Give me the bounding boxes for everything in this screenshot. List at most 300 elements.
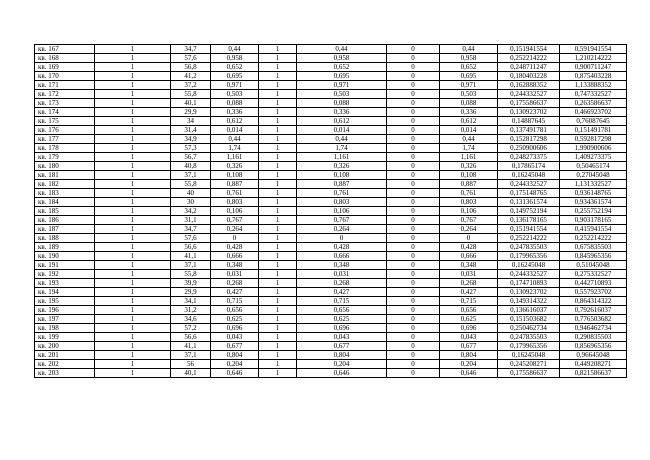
apartment-cell: кв. 177 — [35, 135, 95, 144]
factor-cell: 1 — [259, 279, 297, 288]
amount-cell: 0,44 — [297, 135, 387, 144]
factor-cell: 1 — [259, 180, 297, 189]
share-cell: 0,136616037 — [498, 306, 560, 315]
table-row — [35, 144, 627, 153]
apartment-cell: кв. 167 — [35, 45, 95, 54]
area-cell: 37,1 — [171, 261, 211, 270]
total-cell: 0,677 — [440, 342, 498, 351]
area-cell: 31,1 — [171, 216, 211, 225]
area-cell: 34,7 — [171, 45, 211, 54]
table-row — [35, 216, 627, 225]
apartment-cell: кв. 190 — [35, 252, 95, 261]
amount-cell: 0,44 — [297, 45, 387, 54]
total-cell: 0,612 — [440, 117, 498, 126]
apartment-cell: кв. 180 — [35, 162, 95, 171]
zero-cell: 0 — [387, 333, 440, 342]
table-row — [35, 54, 627, 63]
count-cell: 1 — [95, 189, 171, 198]
total-cell: 0,268 — [440, 279, 498, 288]
value-cell: 0,887 — [211, 180, 259, 189]
factor-cell: 1 — [259, 81, 297, 90]
total-cell: 0,44 — [440, 135, 498, 144]
value-cell: 0,264 — [211, 225, 259, 234]
factor-cell: 1 — [259, 261, 297, 270]
share-cell: 0,16245048 — [498, 351, 560, 360]
zero-cell: 0 — [387, 360, 440, 369]
value-cell: 0,625 — [211, 315, 259, 324]
count-cell: 1 — [95, 252, 171, 261]
table-row — [35, 279, 627, 288]
zero-cell: 0 — [387, 72, 440, 81]
factor-cell: 1 — [259, 99, 297, 108]
apartment-cell: кв. 201 — [35, 351, 95, 360]
value-cell: 0,088 — [211, 99, 259, 108]
sum-cell: 0,151491781 — [560, 126, 627, 135]
zero-cell: 0 — [387, 225, 440, 234]
area-cell: 56,8 — [171, 63, 211, 72]
table-row — [35, 324, 627, 333]
share-cell: 0,252214222 — [498, 234, 560, 243]
total-cell: 0,804 — [440, 351, 498, 360]
sum-cell: 0,557923702 — [560, 288, 627, 297]
sum-cell: 0,936148765 — [560, 189, 627, 198]
share-cell: 0,175586637 — [498, 369, 560, 378]
factor-cell: 1 — [259, 342, 297, 351]
amount-cell: 0,696 — [297, 324, 387, 333]
amount-cell: 0 — [297, 234, 387, 243]
sum-cell: 0,96645048 — [560, 351, 627, 360]
share-cell: 0,131361574 — [498, 198, 560, 207]
amount-cell: 0,958 — [297, 54, 387, 63]
apartment-cell: кв. 192 — [35, 270, 95, 279]
sum-cell: 0,50465174 — [560, 162, 627, 171]
factor-cell: 1 — [259, 126, 297, 135]
factor-cell: 1 — [259, 54, 297, 63]
share-cell: 0,137491781 — [498, 126, 560, 135]
area-cell: 29,9 — [171, 288, 211, 297]
total-cell: 0,646 — [440, 369, 498, 378]
amount-cell: 0,666 — [297, 252, 387, 261]
area-cell: 40,8 — [171, 162, 211, 171]
apartment-cell: кв. 171 — [35, 81, 95, 90]
count-cell: 1 — [95, 153, 171, 162]
count-cell: 1 — [95, 234, 171, 243]
apartment-cell: кв. 185 — [35, 207, 95, 216]
area-cell: 57,2 — [171, 324, 211, 333]
amount-cell: 0,268 — [297, 279, 387, 288]
share-cell: 0,130923702 — [498, 288, 560, 297]
sum-cell: 0,51045048 — [560, 261, 627, 270]
share-cell: 0,175586637 — [498, 99, 560, 108]
amount-cell: 0,804 — [297, 351, 387, 360]
factor-cell: 1 — [259, 171, 297, 180]
value-cell: 0,803 — [211, 198, 259, 207]
sum-cell: 0,747332527 — [560, 90, 627, 99]
zero-cell: 0 — [387, 207, 440, 216]
table-row — [35, 45, 627, 54]
sum-cell: 0,27045048 — [560, 171, 627, 180]
total-cell: 0,428 — [440, 243, 498, 252]
zero-cell: 0 — [387, 153, 440, 162]
table-row — [35, 72, 627, 81]
table-row — [35, 225, 627, 234]
amount-cell: 0,204 — [297, 360, 387, 369]
value-cell: 0,958 — [211, 54, 259, 63]
sum-cell: 0,946462734 — [560, 324, 627, 333]
apartment-cell: кв. 168 — [35, 54, 95, 63]
count-cell: 1 — [95, 225, 171, 234]
zero-cell: 0 — [387, 342, 440, 351]
sum-cell: 0,415941554 — [560, 225, 627, 234]
share-cell: 0,151503682 — [498, 315, 560, 324]
count-cell: 1 — [95, 261, 171, 270]
sum-cell: 0,934361574 — [560, 198, 627, 207]
count-cell: 1 — [95, 63, 171, 72]
sum-cell: 1,409273375 — [560, 153, 627, 162]
total-cell: 0,625 — [440, 315, 498, 324]
factor-cell: 1 — [259, 162, 297, 171]
count-cell: 1 — [95, 45, 171, 54]
factor-cell: 1 — [259, 225, 297, 234]
table-row — [35, 189, 627, 198]
count-cell: 1 — [95, 216, 171, 225]
value-cell: 1,161 — [211, 153, 259, 162]
factor-cell: 1 — [259, 135, 297, 144]
table-row — [35, 171, 627, 180]
apartment-cell: кв. 197 — [35, 315, 95, 324]
total-cell: 1,161 — [440, 153, 498, 162]
amount-cell: 0,503 — [297, 90, 387, 99]
table-row — [35, 117, 627, 126]
value-cell: 0,666 — [211, 252, 259, 261]
share-cell: 0,130923702 — [498, 108, 560, 117]
count-cell: 1 — [95, 144, 171, 153]
zero-cell: 0 — [387, 162, 440, 171]
zero-cell: 0 — [387, 81, 440, 90]
value-cell: 0,348 — [211, 261, 259, 270]
amount-cell: 0,336 — [297, 108, 387, 117]
factor-cell: 1 — [259, 234, 297, 243]
count-cell: 1 — [95, 117, 171, 126]
area-cell: 40 — [171, 189, 211, 198]
share-cell: 0,14887645 — [498, 117, 560, 126]
apartment-cell: кв. 183 — [35, 189, 95, 198]
area-cell: 30 — [171, 198, 211, 207]
sum-cell: 0,255752194 — [560, 207, 627, 216]
area-cell: 31,4 — [171, 126, 211, 135]
total-cell: 0,958 — [440, 54, 498, 63]
share-cell: 0,248711247 — [498, 63, 560, 72]
value-cell: 0,612 — [211, 117, 259, 126]
total-cell: 0,204 — [440, 360, 498, 369]
sum-cell: 1,133888352 — [560, 81, 627, 90]
factor-cell: 1 — [259, 45, 297, 54]
sum-cell: 1,990900606 — [560, 144, 627, 153]
factor-cell: 1 — [259, 216, 297, 225]
area-cell: 57,6 — [171, 54, 211, 63]
sum-cell: 0,900711247 — [560, 63, 627, 72]
share-cell: 0,162888352 — [498, 81, 560, 90]
share-cell: 0,244332527 — [498, 180, 560, 189]
area-cell: 37,2 — [171, 81, 211, 90]
table-row — [35, 369, 627, 378]
amount-cell: 0,326 — [297, 162, 387, 171]
apartment-cell: кв. 187 — [35, 225, 95, 234]
factor-cell: 1 — [259, 144, 297, 153]
table-row — [35, 261, 627, 270]
total-cell: 0,326 — [440, 162, 498, 171]
amount-cell: 0,625 — [297, 315, 387, 324]
count-cell: 1 — [95, 171, 171, 180]
total-cell: 0,336 — [440, 108, 498, 117]
area-cell: 41,2 — [171, 72, 211, 81]
value-cell: 0,014 — [211, 126, 259, 135]
zero-cell: 0 — [387, 351, 440, 360]
apartment-cell: кв. 174 — [35, 108, 95, 117]
sum-cell: 0,592817298 — [560, 135, 627, 144]
factor-cell: 1 — [259, 207, 297, 216]
table-row — [35, 198, 627, 207]
factor-cell: 1 — [259, 270, 297, 279]
apartment-cell: кв. 172 — [35, 90, 95, 99]
area-cell: 37,1 — [171, 171, 211, 180]
share-cell: 0,247835503 — [498, 243, 560, 252]
zero-cell: 0 — [387, 90, 440, 99]
zero-cell: 0 — [387, 252, 440, 261]
count-cell: 1 — [95, 180, 171, 189]
amount-cell: 0,761 — [297, 189, 387, 198]
sum-cell: 0,845965356 — [560, 252, 627, 261]
amount-cell: 0,646 — [297, 369, 387, 378]
zero-cell: 0 — [387, 306, 440, 315]
share-cell: 0,17865174 — [498, 162, 560, 171]
sum-cell: 0,263586637 — [560, 99, 627, 108]
factor-cell: 1 — [259, 198, 297, 207]
value-cell: 0,695 — [211, 72, 259, 81]
area-cell: 41,1 — [171, 252, 211, 261]
total-cell: 0,014 — [440, 126, 498, 135]
area-cell: 57,3 — [171, 144, 211, 153]
apartment-cell: кв. 188 — [35, 234, 95, 243]
share-cell: 0,244332527 — [498, 270, 560, 279]
area-cell: 40,1 — [171, 99, 211, 108]
value-cell: 0,503 — [211, 90, 259, 99]
zero-cell: 0 — [387, 54, 440, 63]
total-cell: 0,348 — [440, 261, 498, 270]
zero-cell: 0 — [387, 234, 440, 243]
factor-cell: 1 — [259, 333, 297, 342]
zero-cell: 0 — [387, 288, 440, 297]
apartment-data-table — [34, 44, 627, 378]
table-row — [35, 126, 627, 135]
amount-cell: 0,803 — [297, 198, 387, 207]
apartment-cell: кв. 195 — [35, 297, 95, 306]
table-row — [35, 270, 627, 279]
amount-cell: 0,887 — [297, 180, 387, 189]
area-cell: 37,1 — [171, 351, 211, 360]
value-cell: 0 — [211, 234, 259, 243]
amount-cell: 1,161 — [297, 153, 387, 162]
share-cell: 0,252214222 — [498, 54, 560, 63]
share-cell: 0,175148765 — [498, 189, 560, 198]
factor-cell: 1 — [259, 252, 297, 261]
table-row — [35, 207, 627, 216]
zero-cell: 0 — [387, 270, 440, 279]
area-cell: 29,9 — [171, 108, 211, 117]
factor-cell: 1 — [259, 72, 297, 81]
share-cell: 0,179965356 — [498, 342, 560, 351]
table-row — [35, 135, 627, 144]
value-cell: 0,761 — [211, 189, 259, 198]
amount-cell: 0,428 — [297, 243, 387, 252]
apartment-cell: кв. 199 — [35, 333, 95, 342]
apartment-cell: кв. 189 — [35, 243, 95, 252]
area-cell: 34,6 — [171, 315, 211, 324]
share-cell: 0,149752194 — [498, 207, 560, 216]
value-cell: 0,106 — [211, 207, 259, 216]
apartment-cell: кв. 181 — [35, 171, 95, 180]
apartment-cell: кв. 173 — [35, 99, 95, 108]
sum-cell: 0,675835503 — [560, 243, 627, 252]
amount-cell: 0,427 — [297, 288, 387, 297]
table-row — [35, 81, 627, 90]
total-cell: 0,264 — [440, 225, 498, 234]
share-cell: 0,151941554 — [498, 225, 560, 234]
zero-cell: 0 — [387, 126, 440, 135]
area-cell: 34,7 — [171, 225, 211, 234]
total-cell: 0,695 — [440, 72, 498, 81]
total-cell: 0,715 — [440, 297, 498, 306]
value-cell: 0,652 — [211, 63, 259, 72]
value-cell: 0,767 — [211, 216, 259, 225]
zero-cell: 0 — [387, 243, 440, 252]
share-cell: 0,250900606 — [498, 144, 560, 153]
share-cell: 0,174710893 — [498, 279, 560, 288]
area-cell: 40,1 — [171, 369, 211, 378]
zero-cell: 0 — [387, 261, 440, 270]
zero-cell: 0 — [387, 117, 440, 126]
total-cell: 0,656 — [440, 306, 498, 315]
value-cell: 0,043 — [211, 333, 259, 342]
value-cell: 0,108 — [211, 171, 259, 180]
table-row — [35, 108, 627, 117]
table-row — [35, 90, 627, 99]
table-row — [35, 234, 627, 243]
factor-cell: 1 — [259, 243, 297, 252]
factor-cell: 1 — [259, 324, 297, 333]
zero-cell: 0 — [387, 279, 440, 288]
zero-cell: 0 — [387, 189, 440, 198]
sum-cell: 1,131332527 — [560, 180, 627, 189]
value-cell: 0,677 — [211, 342, 259, 351]
zero-cell: 0 — [387, 108, 440, 117]
zero-cell: 0 — [387, 45, 440, 54]
amount-cell: 0,612 — [297, 117, 387, 126]
value-cell: 0,971 — [211, 81, 259, 90]
area-cell: 34,9 — [171, 135, 211, 144]
share-cell: 0,250462734 — [498, 324, 560, 333]
table-row — [35, 180, 627, 189]
area-cell: 55,8 — [171, 270, 211, 279]
apartment-cell: кв. 184 — [35, 198, 95, 207]
count-cell: 1 — [95, 90, 171, 99]
apartment-cell: кв. 198 — [35, 324, 95, 333]
zero-cell: 0 — [387, 315, 440, 324]
sum-cell: 0,252214222 — [560, 234, 627, 243]
area-cell: 56,6 — [171, 243, 211, 252]
amount-cell: 0,677 — [297, 342, 387, 351]
value-cell: 0,326 — [211, 162, 259, 171]
count-cell: 1 — [95, 288, 171, 297]
table-row — [35, 243, 627, 252]
sum-cell: 0,290835503 — [560, 333, 627, 342]
zero-cell: 0 — [387, 324, 440, 333]
count-cell: 1 — [95, 54, 171, 63]
sum-cell: 0,792616037 — [560, 306, 627, 315]
count-cell: 1 — [95, 297, 171, 306]
sum-cell: 0,442710893 — [560, 279, 627, 288]
table-row — [35, 333, 627, 342]
factor-cell: 1 — [259, 315, 297, 324]
apartment-cell: кв. 178 — [35, 144, 95, 153]
share-cell: 0,244332527 — [498, 90, 560, 99]
amount-cell: 0,264 — [297, 225, 387, 234]
sum-cell: 0,856965356 — [560, 342, 627, 351]
apartment-cell: кв. 182 — [35, 180, 95, 189]
table-row — [35, 162, 627, 171]
zero-cell: 0 — [387, 198, 440, 207]
area-cell: 56 — [171, 360, 211, 369]
apartment-cell: кв. 169 — [35, 63, 95, 72]
amount-cell: 0,031 — [297, 270, 387, 279]
amount-cell: 0,088 — [297, 99, 387, 108]
area-cell: 55,8 — [171, 90, 211, 99]
table-row — [35, 315, 627, 324]
count-cell: 1 — [95, 198, 171, 207]
factor-cell: 1 — [259, 369, 297, 378]
count-cell: 1 — [95, 81, 171, 90]
count-cell: 1 — [95, 243, 171, 252]
total-cell: 0,652 — [440, 63, 498, 72]
count-cell: 1 — [95, 279, 171, 288]
share-cell: 0,151941554 — [498, 45, 560, 54]
count-cell: 1 — [95, 162, 171, 171]
area-cell: 39,9 — [171, 279, 211, 288]
amount-cell: 0,695 — [297, 72, 387, 81]
sum-cell: 0,776503682 — [560, 315, 627, 324]
total-cell: 0,106 — [440, 207, 498, 216]
factor-cell: 1 — [259, 288, 297, 297]
factor-cell: 1 — [259, 90, 297, 99]
apartment-cell: кв. 191 — [35, 261, 95, 270]
share-cell: 0,16245048 — [498, 261, 560, 270]
zero-cell: 0 — [387, 144, 440, 153]
table-row — [35, 306, 627, 315]
area-cell: 55,8 — [171, 180, 211, 189]
share-cell: 0,245208271 — [498, 360, 560, 369]
value-cell: 0,268 — [211, 279, 259, 288]
apartment-cell: кв. 186 — [35, 216, 95, 225]
value-cell: 1,74 — [211, 144, 259, 153]
table-row — [35, 297, 627, 306]
count-cell: 1 — [95, 207, 171, 216]
count-cell: 1 — [95, 342, 171, 351]
amount-cell: 0,971 — [297, 81, 387, 90]
amount-cell: 0,043 — [297, 333, 387, 342]
factor-cell: 1 — [259, 306, 297, 315]
table-body — [35, 45, 627, 378]
factor-cell: 1 — [259, 117, 297, 126]
